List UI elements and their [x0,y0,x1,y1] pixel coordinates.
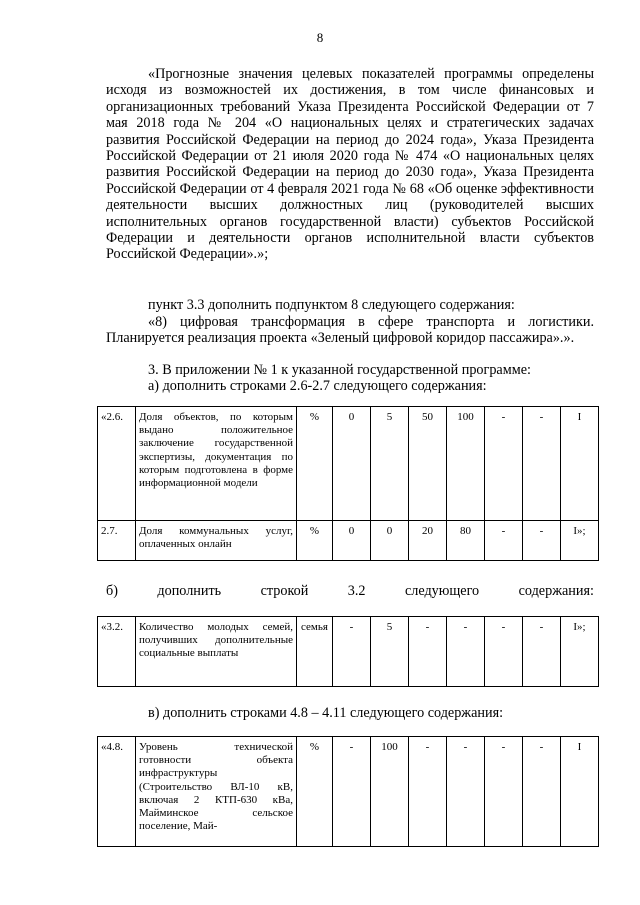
item-v-text: в) дополнить строками 4.8 – 4.11 следующего содержания: [148,705,504,721]
item-8-text: «8) цифровая трансформация в сфере транспорта и логистики. Планируется реализация проекта «Зеленый цифровой коридор пассажира».». [106,314,594,347]
value-cell: 5 [371,407,409,521]
table-a [97,406,599,561]
value-cell: - [485,521,523,561]
row-number: 2.7. [98,521,136,561]
value-cell: 80 [447,521,485,561]
last-cell: I [561,737,599,847]
value-cell: 50 [409,407,447,521]
item-b-word: 3.2 [347,583,366,599]
item-3-text: 3. В приложении № 1 к указанной государственной программе: [148,362,531,378]
table-row [98,521,599,561]
last-cell: I»; [561,617,599,687]
item-b-word: строкой [260,583,309,599]
indicator-name: Доля объектов, по которым выдано положительное заключение государственной экспертизы, документация по которым подготовлена в форме информационной модели [136,407,297,521]
row-number: «3.2. [98,617,136,687]
value-cell: - [447,737,485,847]
table-row [98,407,599,521]
item-3-3-text: пункт 3.3 дополнить подпунктом 8 следующего содержания: [148,297,515,313]
last-cell: I [561,407,599,521]
value-cell: 100 [371,737,409,847]
indicator-name: Количество молодых семей, получивших дополнительные социальные выплаты [136,617,297,687]
last-cell: I»; [561,521,599,561]
item-b-word: дополнить [157,583,222,599]
value-cell: - [523,617,561,687]
value-cell: - [523,521,561,561]
value-cell: - [485,407,523,521]
value-cell: - [523,407,561,521]
unit-cell: % [297,737,333,847]
value-cell: - [409,737,447,847]
unit-cell: % [297,521,333,561]
table-v [97,736,599,847]
row-number: «2.6. [98,407,136,521]
value-cell: - [333,737,371,847]
value-cell: 100 [447,407,485,521]
unit-cell: % [297,407,333,521]
value-cell: - [409,617,447,687]
quote-paragraph: «Прогнозные значения целевых показателей программы определены исходя из возможностей их достижения, в том числе финансовых и организационных требований Указа Президента Российской Федерации от 7 мая 2018 года № 204 «О национальных целях и стратегических задачах развития Российской Федерации на период до 2024 года», Указа Президента Российской Федерации от 21 июля 2020 года № 474 «О национальных целях развития Российской Федерации на период до 2030 года», Указа Президента Российской Федерации от 4 февраля 2021 года № 68 «Об оценке эффективности деятельности высших должностных лиц (руководителей высших исполнительных органов государственной власти) субъектов Российской Федерации и деятельности органов исполнительной власти субъектов Российской Федерации».»; [106,66,594,263]
item-b-text [106,583,594,599]
value-cell: - [485,737,523,847]
item-b-word: содержания: [518,583,594,599]
value-cell: 20 [409,521,447,561]
table-b [97,616,599,687]
value-cell: - [447,617,485,687]
indicator-name: Уровень технической готовности объекта инфраструктуры (Строительство ВЛ-10 кВ, включая 2 КТП-630 кВа, Майминское сельское поселение, Май- [136,737,297,847]
table-row [98,617,599,687]
value-cell: - [333,617,371,687]
unit-cell: семья [297,617,333,687]
item-a-text: а) дополнить строками 2.6-2.7 следующего содержания: [148,378,487,394]
value-cell: 5 [371,617,409,687]
value-cell: 0 [333,407,371,521]
value-cell: 0 [371,521,409,561]
item-b-word: следующего [404,583,480,599]
value-cell: - [523,737,561,847]
row-number: «4.8. [98,737,136,847]
table-row [98,737,599,847]
value-cell: - [485,617,523,687]
value-cell: 0 [333,521,371,561]
page-number: 8 [316,30,324,45]
item-b-word: б) [106,583,118,599]
indicator-name: Доля коммунальных услуг, оплаченных онлайн [136,521,297,561]
